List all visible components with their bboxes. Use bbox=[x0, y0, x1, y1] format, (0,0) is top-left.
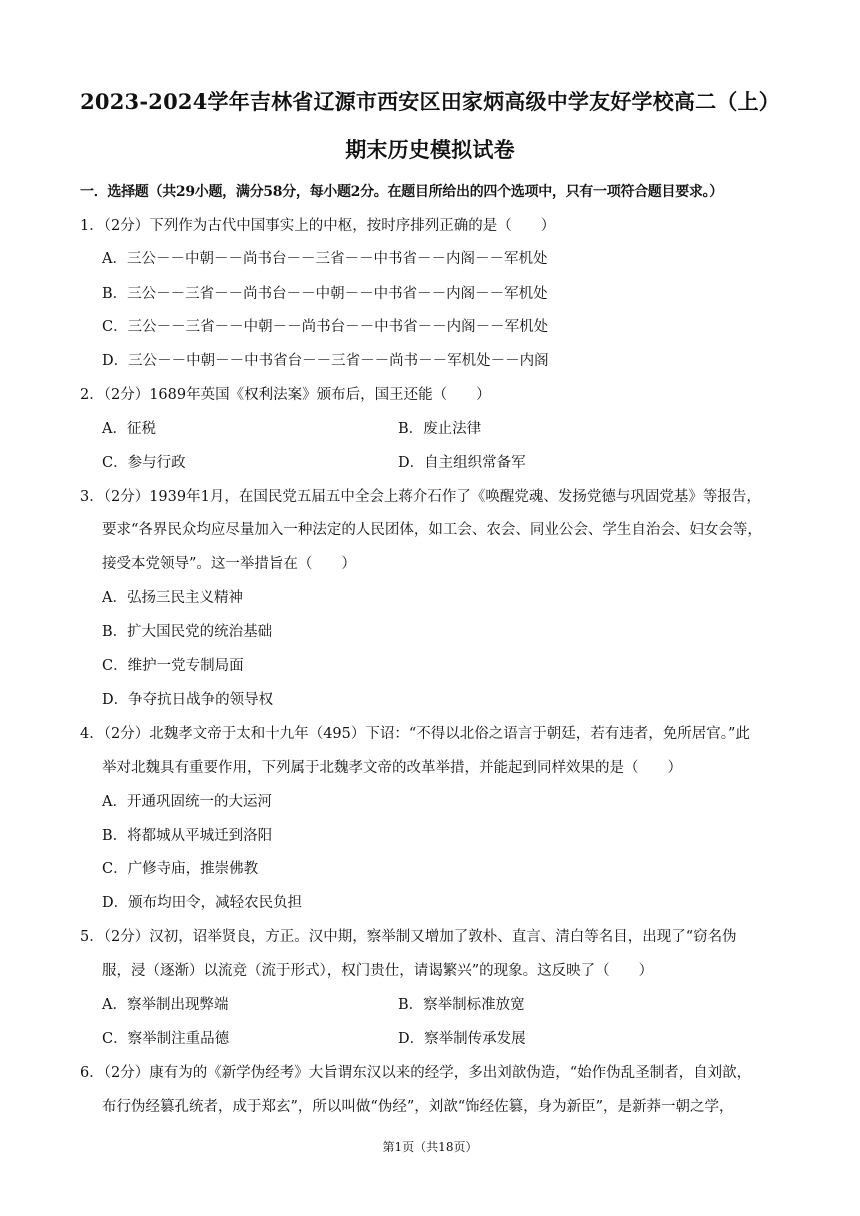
question-3-option-b: B．扩大国民党的统治基础 bbox=[102, 624, 273, 640]
question-1-option-d: D．三公－－中朝－－中书省台－－三省－－尚书－－军机处－－内阁 bbox=[102, 353, 549, 369]
question-4-option-d: D．颁布均田令，减轻农民负担 bbox=[102, 895, 303, 911]
question-1-option-c: C．三公－－三省－－中朝－－尚书台－－中书省－－内阁－－军机处 bbox=[102, 319, 549, 335]
question-5-option-b: B．察举制标准放宽 bbox=[398, 997, 525, 1013]
question-5-stem-line-2: 服，浸（逐渐）以流竞（流于形式），权门贵仕，请谒繁兴”的现象。这反映了（ ） bbox=[102, 963, 654, 979]
question-1-stem: 1．（2分）下列作为古代中国事实上的中枢，按时序排列正确的是（ ） bbox=[80, 218, 556, 234]
question-2-option-a: A．征税 bbox=[102, 421, 156, 437]
title-line-2: 期末历史模拟试卷 bbox=[345, 137, 515, 162]
page-footer: 第1页（共18页） bbox=[382, 1140, 478, 1154]
question-1-option-a: A．三公－－中朝－－尚书台－－三省－－中书省－－内阁－－军机处 bbox=[102, 251, 548, 267]
question-2-stem: 2．（2分）1689年英国《权利法案》颁布后，国王还能（ ） bbox=[80, 387, 491, 403]
question-3-stem-line-2: 要求“各界民众均应尽量加入一种法定的人民团体，如工会、农会、同业公会、学生自治会、妇女会等， bbox=[102, 522, 762, 538]
question-3-option-c: C．维护一党专制局面 bbox=[102, 658, 244, 674]
question-6-stem-line-1: 6．（2分）康有为的《新学伪经考》大旨谓东汉以来的经学，多出刘歆伪造，“始作伪乱圣制者，自刘歆， bbox=[80, 1065, 752, 1081]
question-5-option-d: D．察举制传承发展 bbox=[398, 1031, 526, 1047]
question-6-stem-line-2: 布行伪经篡孔统者，成于郑玄”，所以叫做“伪经”，刘歆“饰经佐篡，身为新臣”，是新莽一朝之学， bbox=[102, 1099, 734, 1115]
question-3-option-d: D．争夺抗日战争的领导权 bbox=[102, 692, 274, 708]
question-3-stem-line-3: 接受本党领导”。这一举措旨在（ ） bbox=[102, 556, 356, 572]
question-3-stem-line-1: 3．（2分）1939年1月，在国民党五届五中全会上蒋介石作了《唤醒党魂、发扬党德与巩固党基》等报告， bbox=[80, 489, 761, 505]
question-3-option-a: A．弘扬三民主义精神 bbox=[102, 590, 243, 606]
title-line-1: 2023-2024学年吉林省辽源市西安区田家炳高级中学友好学校高二（上） bbox=[80, 89, 780, 114]
question-2-option-d: D．自主组织常备军 bbox=[398, 455, 526, 471]
question-4-option-a: A．开通巩固统一的大运河 bbox=[102, 794, 272, 810]
question-4-option-c: C．广修寺庙，推崇佛教 bbox=[102, 861, 259, 877]
question-2-option-c: C．参与行政 bbox=[102, 455, 186, 471]
question-5-option-c: C．察举制注重品德 bbox=[102, 1031, 230, 1047]
question-5-option-a: A．察举制出现弊端 bbox=[102, 997, 229, 1013]
question-4-stem-line-1: 4．（2分）北魏孝文帝于太和十九年（495）下诏：“不得以北俗之语言于朝廷，若有违者，免所居官。”此 bbox=[80, 726, 750, 742]
question-2-option-b: B．废止法律 bbox=[398, 421, 482, 437]
question-4-stem-line-2: 举对北魏具有重要作用，下列属于北魏孝文帝的改革举措，并能起到同样效果的是（ ） bbox=[102, 760, 682, 776]
question-1-option-b: B．三公－－三省－－尚书台－－中朝－－中书省－－内阁－－军机处 bbox=[102, 286, 548, 302]
question-5-stem-line-1: 5．（2分）汉初，诏举贤良，方正。汉中期，察举制又增加了敦朴、直言、清白等名目，出现了“窃名伪 bbox=[80, 929, 737, 945]
section-heading: 一．选择题（共29小题，满分58分，每小题2分。在题目所给出的四个选项中，只有一项符合题目要求。） bbox=[80, 184, 724, 200]
question-4-option-b: B．将都城从平城迁到洛阳 bbox=[102, 828, 273, 844]
